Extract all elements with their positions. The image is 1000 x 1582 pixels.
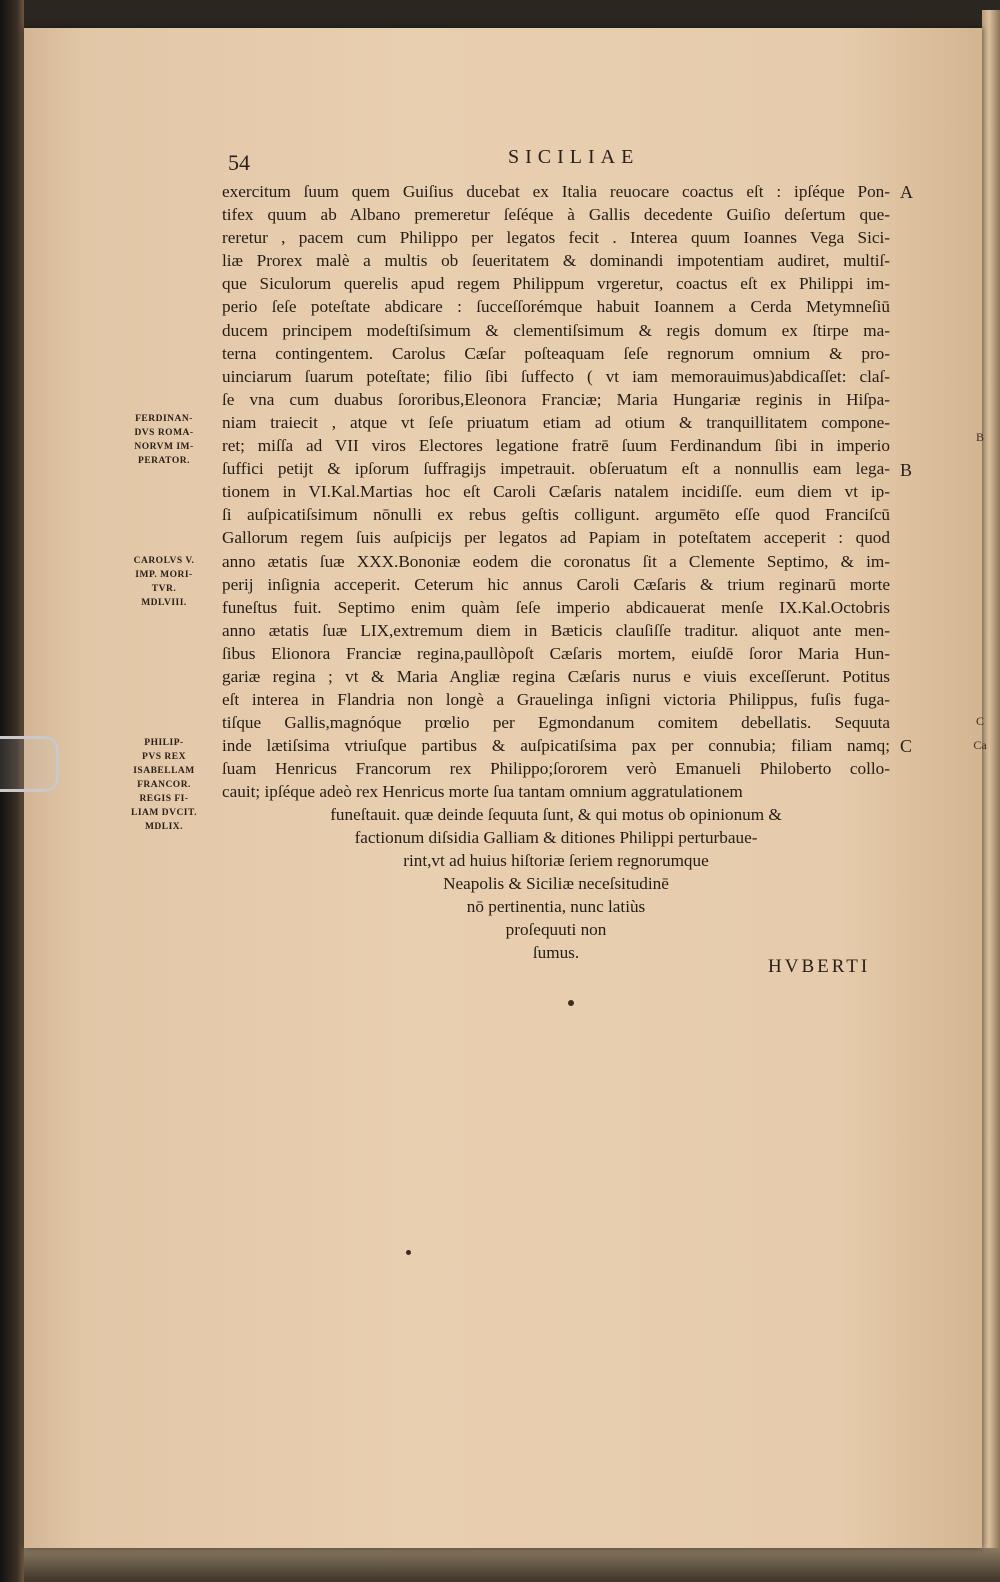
closing-line: rint,vt ad huius hiſtoriæ ſeriem regnorumque: [403, 851, 709, 870]
closing-line: ſumus.: [532, 943, 580, 962]
margin-note-line: DVS ROMA-: [134, 428, 194, 438]
section-letter-a: A: [900, 182, 913, 202]
text-line: reretur , pacem cum Philippo per legatos fecit . Interea quum Ioannes Vega Sici-: [222, 228, 890, 248]
ink-spot: [568, 1000, 574, 1006]
text-line: eſt interea in Flandria non longè a Grauelinga inſigni victoria Philippus, fuſis fuga-: [222, 690, 890, 710]
running-head: SICILIAE: [508, 146, 640, 168]
margin-note-carolus: [116, 554, 212, 610]
margin-note-philippus: [116, 736, 212, 834]
text-line: ſe vna cum duabus ſororibus,Eleonora Franciæ; Maria Hungariæ reginis in Hiſpa-: [222, 389, 890, 409]
margin-note-line: MDLVIII.: [141, 598, 187, 608]
margin-note-line: LIAM DVCIT.: [130, 808, 198, 818]
facing-page-fragment: Ca: [973, 738, 987, 752]
text-line: anno ætatis ſuæ XXX.Bononiæ eodem die coronatus ſit a Clemente Septimo, & im-: [222, 551, 890, 571]
text-line: terna contingentem. Carolus Cæſar poſteaquam ſeſe regnorum omnium & pro-: [222, 343, 890, 363]
facing-page-edge: [982, 10, 1000, 1570]
page-clip: [0, 736, 59, 792]
text-line: Gallorum regem ſuis auſpicijs per legatos ad Papiam in poteſtatem acceperit : quod: [222, 528, 890, 548]
margin-note-line: IMP. MORI-: [135, 570, 193, 580]
margin-note-line: PVS REX: [142, 752, 186, 762]
closing-line: nō pertinentia, nunc latiùs: [466, 897, 646, 916]
text-line: tionem in VI.Kal.Martias hoc eſt Caroli Cæſaris natalem incidiſſe. eum diem vt ip-: [222, 482, 890, 502]
text-line: liæ Prorex malè a multis ob ſeueritatem & dominandi impotentiam audiret, multiſ-: [222, 251, 890, 271]
text-line: exercitum ſuum quem Guiſius ducebat ex Italia reuocare coactus eſt : ipſéque Pon-: [222, 182, 890, 201]
text-line: niam traiecit , atque vt ſeſe priuatum etiam ad otium & tranquillitatem compone-: [222, 412, 890, 432]
text-line: ſibus Elionora Franciæ regina,paullòpoſt Cæſaris mortem, eiuſdē ſoror Maria Hun-: [222, 643, 890, 663]
text-line: uinciarum ſuarum poteſtate; filio ſibi ſuffecto ( vt iam memorauimus)abdicaſſet: claſ-: [222, 366, 890, 386]
text-line: tifex quum ab Albano premeretur ſeſéque à Gallis decedente Guiſio deſertum que-: [222, 205, 890, 225]
catchword: HVBERTI: [768, 956, 871, 977]
main-text-block: [222, 180, 890, 804]
text-line: que Siculorum querelis apud regem Philippum vrgeretur, coactus eſt ex Philippi im-: [222, 274, 890, 294]
text-line: ſuam Henricus Francorum rex Philippo;ſororem verò Emanueli Philoberto collo-: [222, 759, 890, 779]
section-letter-c: C: [900, 736, 913, 756]
section-letter-b: B: [900, 460, 913, 480]
closing-line: funeſtauit. quæ deinde ſequuta ſunt, & qui motus ob opinionum &: [330, 805, 782, 824]
text-line: anno ætatis ſuæ LIX,extremum diem in Bæticis clauſiſſe traditur. aliquot ante men-: [222, 620, 890, 640]
book-bottom-edge: [24, 1548, 1000, 1582]
text-line: inde lætiſsima vtriuſque partibus & auſpicatiſsima pax per connubia; filiam namq;: [222, 736, 890, 756]
margin-note-line: ISABELLAM: [133, 766, 195, 776]
margin-note-line: MDLIX.: [144, 822, 184, 832]
margin-note-line: CAROLVS V.: [133, 556, 195, 566]
margin-note-line: FERDINAN-: [135, 414, 193, 424]
facing-page-fragment: B: [975, 430, 984, 444]
text-line: perij inſignia acceperit. Ceterum hic annus Caroli Cæſaris & trium reginarū morte: [222, 574, 890, 594]
text-line: ducem principem modeſtiſsimum & clementiſsimum & regis domum ex ſtirpe ma-: [222, 320, 890, 340]
closing-line: factionum diſsidia Galliam & ditiones Philippi perturbaue-: [354, 828, 758, 847]
text-line: perio ſeſe poteſtate abdicare : ſucceſſorémque habuit Ioannem a Cerda Metymneſiū: [222, 297, 890, 317]
margin-note-ferdinand: [116, 412, 212, 468]
margin-note-line: PHILIP-: [144, 738, 184, 748]
margin-note-line: FRANCOR.: [137, 780, 191, 790]
closing-line: Neapolis & Siciliæ neceſsitudinē: [443, 874, 669, 893]
text-line: ſi auſpicatiſsimum nōnulli ex rebus geſtis colligunt. argumēto eſſe quod Franciſcū: [222, 505, 890, 525]
margin-note-line: NORVM IM-: [134, 442, 194, 452]
margin-note-line: REGIS FI-: [139, 794, 189, 804]
text-line: gariæ regina ; vt & Maria Angliæ regina Cæſaris nurus e viuis exceſſerunt. Potitus: [222, 666, 890, 686]
margin-note-line: PERATOR.: [138, 456, 190, 466]
page-number: 54: [228, 150, 250, 175]
text-line: ſuffici petijt & ipſorum ſuffragijs impetrauit. obſeruatum eſt a nonnullis eam lega-: [222, 459, 890, 479]
closing-line: proſequuti non: [505, 920, 607, 939]
ink-spot: [406, 1250, 411, 1255]
text-line: cauit; ipſéque adeò rex Henricus morte ſua tantam omnium aggratulationem: [222, 782, 743, 802]
facing-page-fragment: C: [975, 714, 984, 728]
text-line: tiſque Gallis,magnóque prœlio per Egmondanum comitem debellatis. Sequuta: [222, 713, 890, 733]
margin-note-line: TVR.: [151, 584, 177, 594]
text-line: ret; miſſa ad VII viros Electores legatione fratrē ſuum Ferdinandum ſibi in imperio: [222, 436, 890, 456]
text-line: funeſtus fuit. Septimo enim quàm ſeſe imperio abdicauerat menſe IX.Kal.Octobris: [222, 597, 890, 617]
